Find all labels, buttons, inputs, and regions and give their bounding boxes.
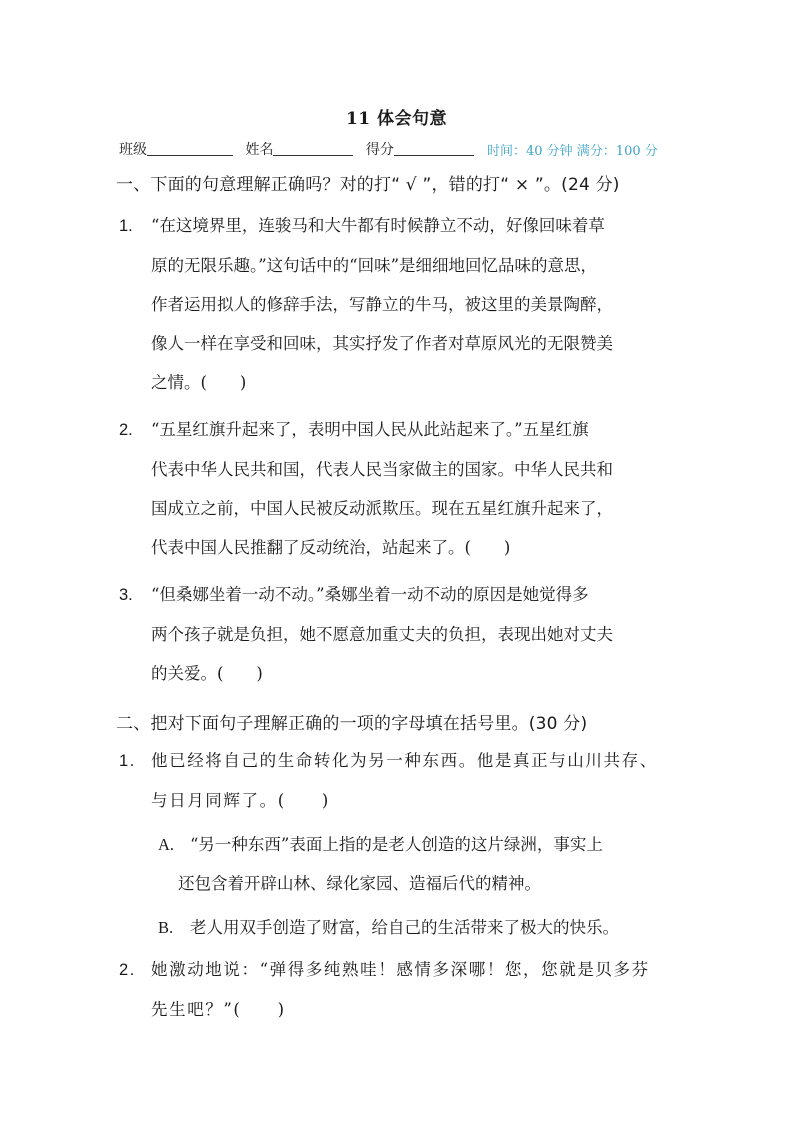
s2-question-2 xyxy=(119,950,679,1029)
page-title: 11 体会句意 xyxy=(345,109,448,129)
class-label: 班级 xyxy=(119,142,147,158)
answer-bracket[interactable]: 与日月同辉了。( ) xyxy=(151,791,330,810)
s1-question-2 xyxy=(119,410,679,567)
score-field[interactable] xyxy=(394,141,474,156)
option-a xyxy=(158,825,688,903)
option-text: 还包含着开辟山林、绿化家园、造福后代的精神。 xyxy=(178,874,541,893)
answer-bracket[interactable]: 代表中国人民推翻了反动统治，站起来了。( ) xyxy=(151,538,511,557)
question-text: “五星红旗升起来了，表明中国人民从此站起来了。”五星红旗 xyxy=(151,420,589,439)
question-text: 作者运用拟人的修辞手法，写静立的牛马，被这里的美景陶醉， xyxy=(151,295,613,314)
question-number: 2. xyxy=(119,961,136,979)
s1-question-1 xyxy=(119,206,679,402)
question-text: 两个孩子就是负担，她不愿意加重丈夫的负担，表现出她对丈夫 xyxy=(151,625,613,644)
question-text: “在这境界里，连骏马和大牛都有时候静立不动，好像回味着草 xyxy=(151,216,605,235)
question-text: 像人一样在享受和回味，其实抒发了作者对草原风光的无限赞美 xyxy=(151,334,613,353)
question-number: 1. xyxy=(119,752,136,770)
score-label: 得分 xyxy=(365,142,394,158)
question-number: 2. xyxy=(119,421,133,439)
question-number: 1. xyxy=(119,217,133,235)
answer-bracket[interactable]: 的关爱。( ) xyxy=(151,664,263,683)
time-score-info: 时间：40 分钟 满分：100 分 xyxy=(487,144,658,159)
answer-bracket[interactable]: 先生吧？”( ) xyxy=(151,1000,286,1019)
section-2-heading: 二、把对下面句子理解正确的一项的字母填在括号里。(30 分) xyxy=(116,714,588,734)
class-field[interactable] xyxy=(147,141,233,156)
question-text: 原的无限乐趣。”这句话中的“回味”是细细地回忆品味的意思， xyxy=(151,256,598,275)
option-text: “另一种东西”表面上指的是老人创造的这片绿洲，事实上 xyxy=(190,835,603,854)
answer-bracket[interactable]: 之情。( ) xyxy=(151,373,247,392)
name-field[interactable] xyxy=(273,141,353,156)
question-text: 她激动地说：“弹得多纯熟哇！感情多深哪！您，您就是贝多芬 xyxy=(151,960,650,979)
option-label: B. xyxy=(158,918,174,937)
section-1-heading: 一、下面的句意理解正确吗？对的打“ √ ”，错的打“ × ”。(24 分) xyxy=(116,175,620,195)
question-number: 3. xyxy=(119,586,133,604)
student-info-row xyxy=(119,139,679,159)
question-text: 国成立之前，中国人民被反动派欺压。现在五星红旗升起来了， xyxy=(151,499,613,518)
option-b xyxy=(158,908,688,947)
question-text: 代表中华人民共和国，代表人民当家做主的国家。中华人民共和 xyxy=(151,460,613,479)
option-text: 老人用双手创造了财富，给自己的生活带来了极大的快乐。 xyxy=(190,918,619,937)
s1-question-3 xyxy=(119,575,679,693)
s2-question-1 xyxy=(119,741,679,820)
question-text: 他已经将自己的生命转化为另一种东西。他是真正与山川共存、 xyxy=(151,751,658,770)
option-label: A. xyxy=(158,835,175,854)
question-text: “但桑娜坐着一动不动。”桑娜坐着一动不动的原因是她觉得多 xyxy=(151,585,589,604)
name-label: 姓名 xyxy=(245,142,274,158)
